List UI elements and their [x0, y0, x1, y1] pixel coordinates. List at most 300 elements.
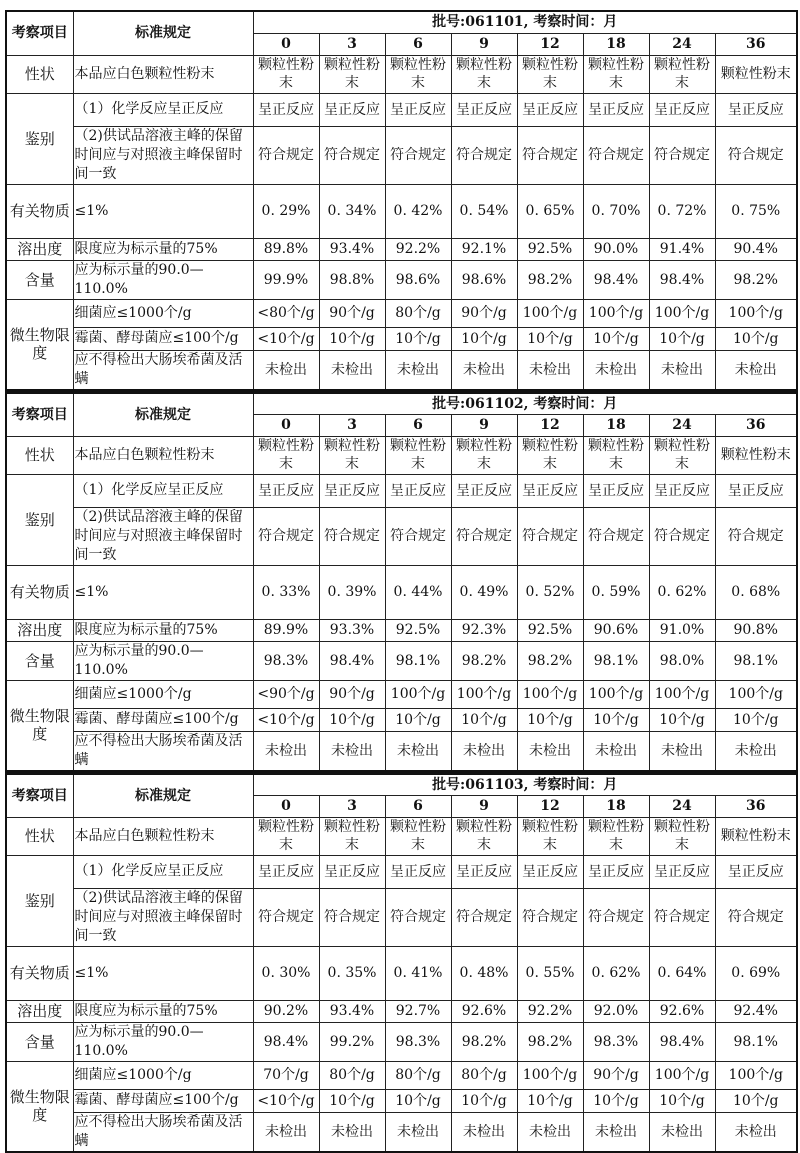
result-cell: 92.6%: [451, 1000, 517, 1022]
result-cell: 0. 30%: [253, 946, 319, 1000]
result-cell: 98.6%: [451, 260, 517, 299]
standard-cell: 细菌应≤1000个/g: [73, 680, 253, 708]
standard-header: 标准规定: [73, 392, 253, 436]
standard-cell: 应为标示量的90.0—110.0%: [73, 641, 253, 680]
standard-cell: ≤1%: [73, 565, 253, 619]
result-cell: 呈正反应: [715, 474, 797, 507]
stability-tables: [5, 10, 796, 1153]
result-cell: 90.8%: [715, 619, 797, 641]
result-cell: <10个/g: [253, 708, 319, 731]
result-cell: 未检出: [319, 1112, 385, 1152]
table-row-microbial-limit: [6, 327, 797, 350]
item-label: 含量: [6, 641, 73, 680]
result-cell: 呈正反应: [517, 474, 583, 507]
result-cell: 颗粒性粉末: [583, 817, 649, 855]
result-cell: 10个/g: [385, 1089, 451, 1112]
result-cell: 98.2%: [451, 641, 517, 680]
result-cell: 0. 44%: [385, 565, 451, 619]
table-row-identification: [6, 507, 797, 565]
result-cell: 98.4%: [649, 260, 715, 299]
result-cell: 90.2%: [253, 1000, 319, 1022]
month-header: 24: [649, 33, 715, 55]
batch-header: 批号:061103, 考察时间：月: [253, 773, 797, 795]
result-cell: 89.8%: [253, 238, 319, 260]
item-label: 有关物质: [6, 565, 73, 619]
table-row-microbial-limit: [6, 1061, 797, 1089]
result-cell: 93.4%: [319, 238, 385, 260]
result-cell: 10个/g: [649, 1089, 715, 1112]
result-cell: 80个/g: [385, 299, 451, 327]
result-cell: 92.0%: [583, 1000, 649, 1022]
result-cell: 0. 52%: [517, 565, 583, 619]
table-row-microbial-limit: [6, 350, 797, 390]
result-cell: 70个/g: [253, 1061, 319, 1089]
item-label: 性状: [6, 817, 73, 855]
result-cell: 未检出: [253, 350, 319, 390]
result-cell: 10个/g: [319, 708, 385, 731]
result-cell: 0. 48%: [451, 946, 517, 1000]
result-cell: 符合规定: [319, 888, 385, 946]
month-header: 18: [583, 795, 649, 817]
result-cell: 呈正反应: [583, 93, 649, 126]
result-cell: 0. 75%: [715, 184, 797, 238]
standard-cell: 限度应为标示量的75%: [73, 619, 253, 641]
result-cell: 91.0%: [649, 619, 715, 641]
result-cell: 98.8%: [319, 260, 385, 299]
result-cell: 符合规定: [649, 126, 715, 184]
item-label: 性状: [6, 55, 73, 93]
result-cell: 未检出: [715, 1112, 797, 1152]
item-label: 鉴别: [6, 93, 73, 184]
item-label: 含量: [6, 1022, 73, 1061]
result-cell: 颗粒性粉末: [253, 817, 319, 855]
result-cell: 92.2%: [385, 238, 451, 260]
result-cell: 呈正反应: [517, 93, 583, 126]
result-cell: <10个/g: [253, 327, 319, 350]
result-cell: 呈正反应: [517, 855, 583, 888]
month-header: 9: [451, 795, 517, 817]
result-cell: 颗粒性粉末: [319, 55, 385, 93]
result-cell: 符合规定: [715, 888, 797, 946]
result-cell: 颗粒性粉末: [649, 436, 715, 474]
item-label: 溶出度: [6, 1000, 73, 1022]
table-row-identification: [6, 888, 797, 946]
result-cell: 符合规定: [517, 126, 583, 184]
result-cell: 98.1%: [583, 641, 649, 680]
result-cell: 颗粒性粉末: [319, 817, 385, 855]
result-cell: 98.6%: [385, 260, 451, 299]
result-cell: 符合规定: [583, 888, 649, 946]
result-cell: 未检出: [583, 350, 649, 390]
table-row-identification: [6, 126, 797, 184]
item-label: 微生物限度: [6, 680, 73, 771]
month-header: 0: [253, 795, 319, 817]
result-cell: 0. 35%: [319, 946, 385, 1000]
standard-cell: 细菌应≤1000个/g: [73, 1061, 253, 1089]
result-cell: 符合规定: [451, 126, 517, 184]
month-header: 12: [517, 33, 583, 55]
result-cell: 呈正反应: [385, 93, 451, 126]
result-cell: 10个/g: [451, 708, 517, 731]
standard-cell: ≤1%: [73, 946, 253, 1000]
result-cell: 92.1%: [451, 238, 517, 260]
item-label: 溶出度: [6, 238, 73, 260]
result-cell: 颗粒性粉末: [253, 55, 319, 93]
result-cell: 10个/g: [649, 327, 715, 350]
standard-cell: （1）化学反应呈正反应: [73, 855, 253, 888]
result-cell: 100个/g: [583, 680, 649, 708]
result-cell: 10个/g: [517, 1089, 583, 1112]
batch-header: 批号:061102, 考察时间：月: [253, 392, 797, 414]
result-cell: 未检出: [451, 350, 517, 390]
table-row-content: [6, 1022, 797, 1061]
result-cell: 符合规定: [451, 888, 517, 946]
table-row-dissolution: [6, 619, 797, 641]
table-row-microbial-limit: [6, 731, 797, 771]
result-cell: 颗粒性粉末: [583, 436, 649, 474]
result-cell: 未检出: [649, 350, 715, 390]
month-header: 3: [319, 795, 385, 817]
item-label: 溶出度: [6, 619, 73, 641]
result-cell: 符合规定: [715, 507, 797, 565]
result-cell: 未检出: [385, 731, 451, 771]
result-cell: 10个/g: [715, 708, 797, 731]
result-cell: 颗粒性粉末: [649, 817, 715, 855]
result-cell: 呈正反应: [715, 93, 797, 126]
month-header: 36: [715, 33, 797, 55]
result-cell: 0. 42%: [385, 184, 451, 238]
month-header: 0: [253, 414, 319, 436]
result-cell: 100个/g: [715, 299, 797, 327]
table-row-microbial-limit: [6, 680, 797, 708]
result-cell: 10个/g: [385, 327, 451, 350]
result-cell: 符合规定: [451, 507, 517, 565]
month-header: 24: [649, 795, 715, 817]
result-cell: 呈正反应: [319, 474, 385, 507]
result-cell: 0. 68%: [715, 565, 797, 619]
result-cell: 100个/g: [649, 680, 715, 708]
result-cell: 0. 64%: [649, 946, 715, 1000]
table-row-content: [6, 260, 797, 299]
result-cell: 10个/g: [451, 327, 517, 350]
result-cell: 10个/g: [649, 708, 715, 731]
result-cell: 呈正反应: [649, 855, 715, 888]
standard-cell: （2)供试品溶液主峰的保留时间应与对照液主峰保留时间一致: [73, 507, 253, 565]
result-cell: 颗粒性粉末: [451, 436, 517, 474]
table-row-identification: [6, 474, 797, 507]
result-cell: 90个/g: [451, 299, 517, 327]
result-cell: 92.2%: [517, 1000, 583, 1022]
item-label: 微生物限度: [6, 299, 73, 390]
header-row: [6, 773, 797, 795]
table-row-related-substances: [6, 184, 797, 238]
result-cell: 未检出: [715, 731, 797, 771]
result-cell: 0. 70%: [583, 184, 649, 238]
result-cell: 98.4%: [649, 1022, 715, 1061]
table-row-microbial-limit: [6, 1112, 797, 1152]
month-header: 0: [253, 33, 319, 55]
item-label: 有关物质: [6, 184, 73, 238]
result-cell: 92.4%: [715, 1000, 797, 1022]
result-cell: 符合规定: [715, 126, 797, 184]
result-cell: 未检出: [649, 731, 715, 771]
result-cell: 80个/g: [385, 1061, 451, 1089]
standard-cell: （1）化学反应呈正反应: [73, 93, 253, 126]
table-row-dissolution: [6, 1000, 797, 1022]
standard-header: 标准规定: [73, 773, 253, 817]
result-cell: 100个/g: [649, 1061, 715, 1089]
result-cell: 颗粒性粉末: [451, 55, 517, 93]
result-cell: 89.9%: [253, 619, 319, 641]
result-cell: 未检出: [253, 1112, 319, 1152]
header-row: [6, 11, 797, 33]
result-cell: 10个/g: [319, 327, 385, 350]
item-label: 性状: [6, 436, 73, 474]
result-cell: 0. 39%: [319, 565, 385, 619]
result-cell: 10个/g: [451, 1089, 517, 1112]
standard-cell: 本品应白色颗粒性粉末: [73, 817, 253, 855]
result-cell: 颗粒性粉末: [649, 55, 715, 93]
month-header: 12: [517, 795, 583, 817]
standard-cell: 霉菌、酵母菌应≤100个/g: [73, 327, 253, 350]
result-cell: 呈正反应: [451, 855, 517, 888]
month-header: 24: [649, 414, 715, 436]
result-cell: 颗粒性粉末: [583, 55, 649, 93]
result-cell: 10个/g: [715, 327, 797, 350]
result-cell: 92.5%: [385, 619, 451, 641]
result-cell: 0. 62%: [583, 946, 649, 1000]
result-cell: 未检出: [583, 731, 649, 771]
table-row-microbial-limit: [6, 708, 797, 731]
result-cell: 呈正反应: [253, 93, 319, 126]
result-cell: 90.4%: [715, 238, 797, 260]
result-cell: 0. 69%: [715, 946, 797, 1000]
month-header: 3: [319, 414, 385, 436]
result-cell: 100个/g: [517, 1061, 583, 1089]
standard-cell: 应为标示量的90.0—110.0%: [73, 1022, 253, 1061]
result-cell: 0. 72%: [649, 184, 715, 238]
table-row-appearance: [6, 436, 797, 474]
result-cell: 98.2%: [715, 260, 797, 299]
result-cell: 呈正反应: [319, 855, 385, 888]
result-cell: 98.1%: [715, 641, 797, 680]
result-cell: 100个/g: [451, 680, 517, 708]
result-cell: 0. 65%: [517, 184, 583, 238]
item-label: 鉴别: [6, 855, 73, 946]
standard-cell: （1）化学反应呈正反应: [73, 474, 253, 507]
result-cell: 未检出: [451, 731, 517, 771]
standard-cell: 应不得检出大肠埃希菌及活螨: [73, 731, 253, 771]
result-cell: 90个/g: [319, 680, 385, 708]
result-cell: 92.5%: [517, 619, 583, 641]
table-row-related-substances: [6, 946, 797, 1000]
result-cell: 符合规定: [385, 507, 451, 565]
result-cell: 100个/g: [715, 680, 797, 708]
result-cell: 符合规定: [517, 507, 583, 565]
item-header: 考察项目: [6, 392, 73, 436]
result-cell: 符合规定: [253, 507, 319, 565]
table-row-dissolution: [6, 238, 797, 260]
result-cell: 颗粒性粉末: [517, 55, 583, 93]
result-cell: <80个/g: [253, 299, 319, 327]
result-cell: 呈正反应: [583, 474, 649, 507]
table-row-microbial-limit: [6, 1089, 797, 1112]
batch-header: 批号:061101, 考察时间：月: [253, 11, 797, 33]
result-cell: 10个/g: [517, 327, 583, 350]
header-row: [6, 392, 797, 414]
result-cell: 未检出: [253, 731, 319, 771]
item-label: 鉴别: [6, 474, 73, 565]
result-cell: 90个/g: [583, 1061, 649, 1089]
result-cell: 符合规定: [319, 507, 385, 565]
result-cell: 98.2%: [517, 1022, 583, 1061]
result-cell: 呈正反应: [451, 93, 517, 126]
result-cell: 颗粒性粉末: [451, 817, 517, 855]
standard-cell: 应不得检出大肠埃希菌及活螨: [73, 1112, 253, 1152]
result-cell: 92.7%: [385, 1000, 451, 1022]
result-cell: 颗粒性粉末: [517, 436, 583, 474]
result-cell: 呈正反应: [385, 855, 451, 888]
result-cell: 符合规定: [583, 126, 649, 184]
result-cell: 符合规定: [319, 126, 385, 184]
result-cell: 10个/g: [583, 1089, 649, 1112]
month-header: 6: [385, 414, 451, 436]
month-header: 9: [451, 33, 517, 55]
result-cell: 98.1%: [715, 1022, 797, 1061]
result-cell: 0. 34%: [319, 184, 385, 238]
result-cell: 呈正反应: [649, 474, 715, 507]
month-header: 9: [451, 414, 517, 436]
result-cell: 91.4%: [649, 238, 715, 260]
result-cell: 98.1%: [385, 641, 451, 680]
result-cell: 呈正反应: [715, 855, 797, 888]
standard-cell: 本品应白色颗粒性粉末: [73, 436, 253, 474]
result-cell: 98.2%: [517, 260, 583, 299]
result-cell: 符合规定: [253, 888, 319, 946]
standard-cell: 限度应为标示量的75%: [73, 238, 253, 260]
result-cell: 90.6%: [583, 619, 649, 641]
result-cell: 98.3%: [385, 1022, 451, 1061]
item-label: 有关物质: [6, 946, 73, 1000]
result-cell: 0. 49%: [451, 565, 517, 619]
result-cell: 呈正反应: [451, 474, 517, 507]
result-cell: 93.3%: [319, 619, 385, 641]
result-cell: 98.2%: [451, 1022, 517, 1061]
month-header: 36: [715, 414, 797, 436]
result-cell: 10个/g: [517, 708, 583, 731]
month-header: 18: [583, 33, 649, 55]
result-cell: 未检出: [385, 350, 451, 390]
result-cell: 0. 54%: [451, 184, 517, 238]
result-cell: <90个/g: [253, 680, 319, 708]
standard-cell: 霉菌、酵母菌应≤100个/g: [73, 708, 253, 731]
result-cell: 92.5%: [517, 238, 583, 260]
item-label: 含量: [6, 260, 73, 299]
result-cell: 98.4%: [253, 1022, 319, 1061]
result-cell: 呈正反应: [253, 855, 319, 888]
result-cell: 呈正反应: [319, 93, 385, 126]
result-cell: 100个/g: [517, 680, 583, 708]
result-cell: 颗粒性粉末: [715, 55, 797, 93]
result-cell: 100个/g: [517, 299, 583, 327]
table-row-identification: [6, 93, 797, 126]
result-cell: 呈正反应: [583, 855, 649, 888]
result-cell: 未检出: [385, 1112, 451, 1152]
standard-header: 标准规定: [73, 11, 253, 55]
result-cell: 颗粒性粉末: [385, 436, 451, 474]
result-cell: 98.4%: [319, 641, 385, 680]
result-cell: 80个/g: [451, 1061, 517, 1089]
result-cell: 100个/g: [649, 299, 715, 327]
result-cell: 92.6%: [649, 1000, 715, 1022]
result-cell: 呈正反应: [385, 474, 451, 507]
result-cell: 未检出: [517, 731, 583, 771]
table-row-related-substances: [6, 565, 797, 619]
standard-cell: 本品应白色颗粒性粉末: [73, 55, 253, 93]
item-header: 考察项目: [6, 11, 73, 55]
standard-cell: （2)供试品溶液主峰的保留时间应与对照液主峰保留时间一致: [73, 126, 253, 184]
standard-cell: 细菌应≤1000个/g: [73, 299, 253, 327]
result-cell: 符合规定: [385, 126, 451, 184]
result-cell: 90.0%: [583, 238, 649, 260]
result-cell: 10个/g: [385, 708, 451, 731]
table-row-identification: [6, 855, 797, 888]
result-cell: 100个/g: [715, 1061, 797, 1089]
month-header: 6: [385, 33, 451, 55]
result-cell: 100个/g: [385, 680, 451, 708]
result-cell: 未检出: [649, 1112, 715, 1152]
stability-table-batch-2: [5, 391, 798, 772]
result-cell: 符合规定: [253, 126, 319, 184]
result-cell: 0. 29%: [253, 184, 319, 238]
standard-cell: 应为标示量的90.0—110.0%: [73, 260, 253, 299]
result-cell: 颗粒性粉末: [253, 436, 319, 474]
result-cell: 符合规定: [649, 507, 715, 565]
result-cell: 呈正反应: [649, 93, 715, 126]
result-cell: 0. 62%: [649, 565, 715, 619]
standard-cell: （2)供试品溶液主峰的保留时间应与对照液主峰保留时间一致: [73, 888, 253, 946]
result-cell: 颗粒性粉末: [385, 817, 451, 855]
result-cell: <10个/g: [253, 1089, 319, 1112]
stability-table-batch-3: [5, 772, 798, 1153]
result-cell: 92.3%: [451, 619, 517, 641]
table-row-appearance: [6, 55, 797, 93]
result-cell: 10个/g: [319, 1089, 385, 1112]
table-row-microbial-limit: [6, 299, 797, 327]
result-cell: 符合规定: [385, 888, 451, 946]
result-cell: 颗粒性粉末: [715, 436, 797, 474]
result-cell: 符合规定: [583, 507, 649, 565]
result-cell: 未检出: [517, 350, 583, 390]
result-cell: 98.0%: [649, 641, 715, 680]
month-header: 12: [517, 414, 583, 436]
result-cell: 0. 55%: [517, 946, 583, 1000]
standard-cell: 限度应为标示量的75%: [73, 1000, 253, 1022]
month-header: 6: [385, 795, 451, 817]
item-header: 考察项目: [6, 773, 73, 817]
result-cell: 10个/g: [715, 1089, 797, 1112]
result-cell: 0. 41%: [385, 946, 451, 1000]
result-cell: 10个/g: [583, 708, 649, 731]
month-header: 18: [583, 414, 649, 436]
standard-cell: ≤1%: [73, 184, 253, 238]
result-cell: 98.2%: [517, 641, 583, 680]
result-cell: 符合规定: [649, 888, 715, 946]
result-cell: 100个/g: [583, 299, 649, 327]
result-cell: 0. 33%: [253, 565, 319, 619]
item-label: 微生物限度: [6, 1061, 73, 1152]
result-cell: 93.4%: [319, 1000, 385, 1022]
